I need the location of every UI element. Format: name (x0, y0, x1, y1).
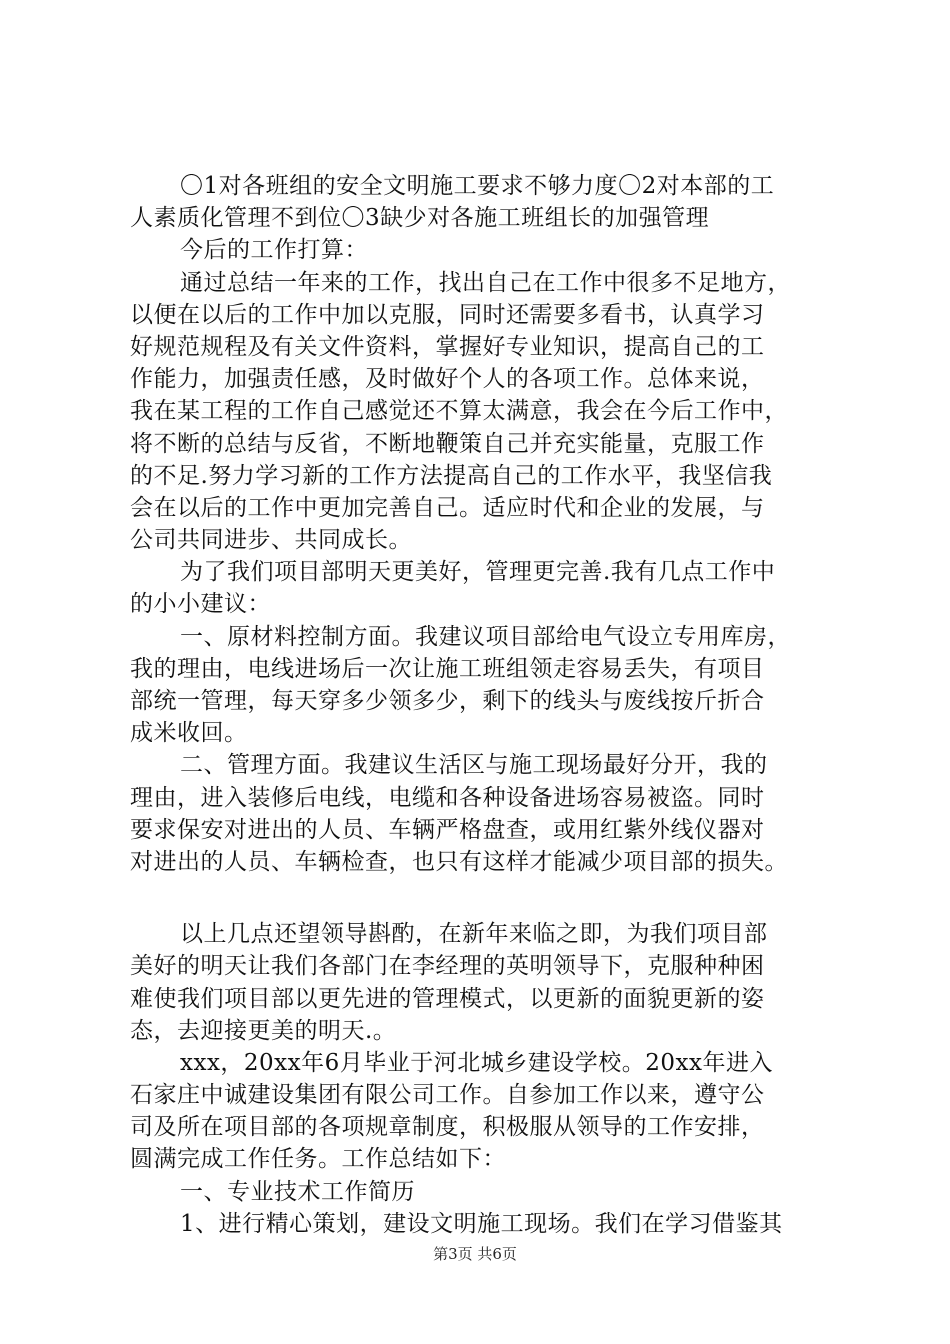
paragraph-line: 的小小建议： (130, 591, 271, 618)
paragraph-line: 难使我们项目部以更先进的管理模式，以更新的面貌更新的姿 (130, 985, 765, 1012)
paragraph-line: 好规范规程及有关文件资料，掌握好专业知识，提高自己的工 (130, 333, 765, 360)
paragraph-line: 人素质化管理不到位〇3缺少对各施工班组长的加强管理 (130, 205, 710, 232)
paragraph-line: 美好的明天让我们各部门在李经理的英明领导下，克服种种困 (130, 953, 765, 980)
paragraph-line: 理由，进入装修后电线，电缆和各种设备进场容易被盗。同时 (130, 784, 765, 811)
paragraph-line: 为了我们项目部明天更美好，管理更完善.我有几点工作中 (180, 559, 776, 586)
paragraph-line: 二、管理方面。我建议生活区与施工现场最好分开，我的 (180, 752, 768, 779)
paragraph-line: 部统一管理，每天穿多少领多少，剩下的线头与废线按斤折合 (130, 688, 765, 714)
paragraph-line: 作能力，加强责任感，及时做好个人的各项工作。总体来说， (130, 366, 765, 393)
document-body (130, 170, 840, 1240)
paragraph-line: 我的理由，电线进场后一次让施工班组领走容易丢失，有项目 (130, 655, 765, 682)
paragraph-line: 1、进行精心策划，建设文明施工现场。我们在学习借鉴其 (180, 1210, 783, 1237)
paragraph-line: 态，去迎接更美的明天.。 (130, 1017, 397, 1044)
paragraph-line: 以便在以后的工作中加以克服，同时还需要多看书，认真学习 (130, 301, 765, 328)
paragraph-line: 将不断的总结与反省，不断地鞭策自己并充实能量，克服工作 (130, 430, 765, 457)
paragraph-line: 司及所在项目部的各项规章制度，积极服从领导的工作安排， (130, 1114, 765, 1141)
paragraph-line: 成米收回。 (130, 720, 248, 747)
paragraph-line: 通过总结一年来的工作，找出自己在工作中很多不足地方， (180, 269, 791, 296)
page-number-footer: 第3页 共6页 (433, 1245, 517, 1263)
paragraph-line: 我在某工程的工作自己感觉还不算太满意，我会在今后工作中， (130, 398, 788, 425)
paragraph-line: 〇1对各班组的安全文明施工要求不够力度〇2对本部的工 (180, 173, 775, 199)
paragraph-line: 以上几点还望领导斟酌，在新年来临之即，为我们项目部 (180, 921, 768, 948)
paragraph-line: 对进出的人员、车辆检查，也只有这样才能减少项目部的损失。 (130, 848, 788, 875)
paragraph-line: 的不足.努力学习新的工作方法提高自己的工作水平，我坚信我 (130, 462, 773, 489)
paragraph-line: 会在以后的工作中更加完善自己。适应时代和企业的发展，与 (130, 494, 765, 521)
section-heading: 今后的工作打算： (180, 237, 368, 264)
paragraph-line: 要求保安对进出的人员、车辆严格盘查，或用红紫外线仪器对 (130, 816, 765, 843)
blank-line (130, 878, 840, 918)
paragraph-line: 石家庄中诚建设集团有限公司工作。自参加工作以来，遵守公 (130, 1082, 765, 1109)
paragraph-line: xxx，20xx年6月毕业于河北城乡建设学校。20xx年进入 (180, 1049, 773, 1076)
paragraph-line: 一、原材料控制方面。我建议项目部给电气设立专用库房， (180, 623, 791, 650)
paragraph-line: 公司共同进步、共同成长。 (130, 527, 412, 554)
paragraph-line: 圆满完成工作任务。工作总结如下： (130, 1146, 506, 1173)
section-heading: 一、专业技术工作简历 (180, 1178, 415, 1205)
